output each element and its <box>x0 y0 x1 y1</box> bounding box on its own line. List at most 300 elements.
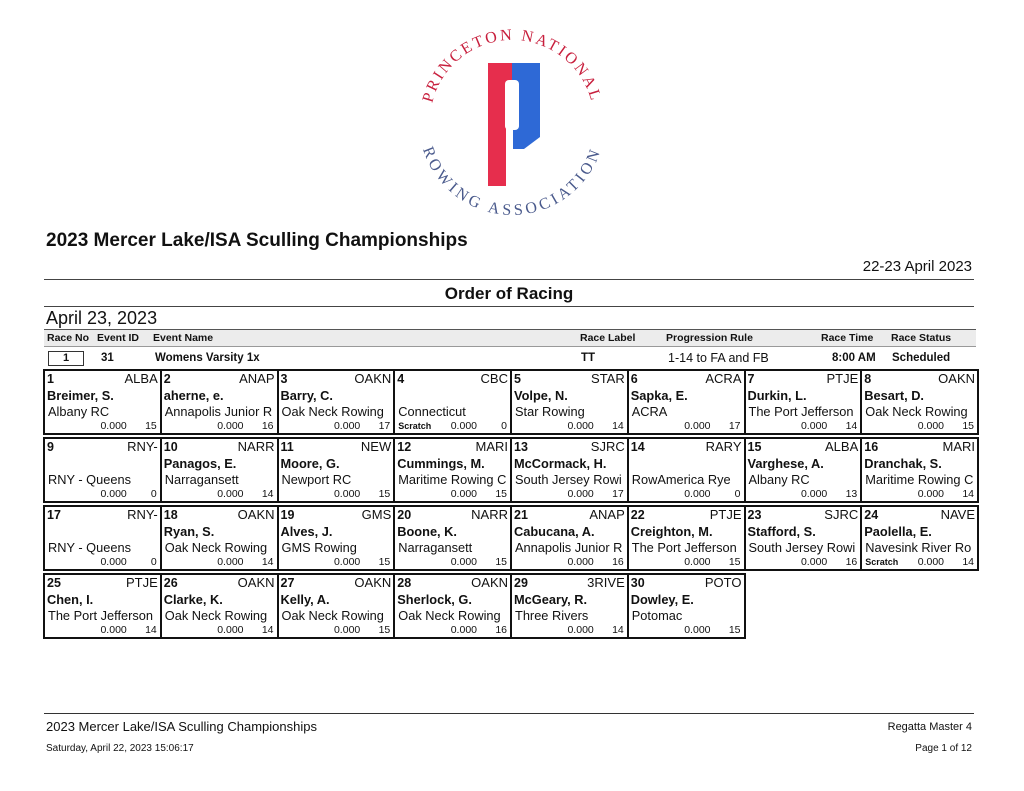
club-name: Narragansett <box>398 540 473 555</box>
club-code: ANAP <box>589 507 625 522</box>
bow-number: 9 <box>47 440 54 454</box>
entry-count: 15 <box>495 488 507 500</box>
club-name: South Jersey Rowi <box>748 540 856 555</box>
club-name: Oak Neck Rowing <box>281 608 384 623</box>
entry-header-line <box>629 575 744 591</box>
bow-number: 4 <box>397 372 405 386</box>
entry-stats-line <box>746 488 861 501</box>
club-code: NEW <box>360 439 392 454</box>
col-header-race-label: Race Label <box>580 332 636 344</box>
race-number: 1 <box>48 351 84 366</box>
sculler-name: Sapka, E. <box>630 388 688 403</box>
seed-time: 0.000 <box>450 420 477 432</box>
entry-header-line <box>862 371 977 387</box>
col-header-progression-rule: Progression Rule <box>666 332 753 344</box>
seed-time: 0.000 <box>333 624 361 636</box>
entry-count: 14 <box>962 556 974 568</box>
bow-number: 30 <box>630 576 645 590</box>
sculler-name: Kelly, A. <box>280 592 330 607</box>
entry-box <box>161 370 278 434</box>
club-code: GMS <box>361 507 392 522</box>
seed-time: 0.000 <box>450 488 477 500</box>
club-name: Albany RC <box>748 472 810 487</box>
entry-stats-line <box>629 488 744 501</box>
sculler-name <box>629 455 744 472</box>
entry-box <box>861 370 978 434</box>
entry-stats-line <box>279 488 394 501</box>
club-code: OAKN <box>354 575 392 590</box>
bow-number: 7 <box>747 372 755 386</box>
club-name: Newport RC <box>281 472 352 487</box>
sculler-name: Varghese, A. <box>747 456 824 471</box>
sculler-name: Alves, J. <box>280 524 333 539</box>
bow-number: 14 <box>630 440 645 454</box>
entry-header-line <box>45 371 160 387</box>
sculler-name: Besart, D. <box>864 388 924 403</box>
club-code: PTJE <box>826 371 859 386</box>
bow-number: 25 <box>47 576 61 590</box>
entry-stats-line <box>629 624 744 637</box>
race-time: 8:00 AM <box>832 352 876 364</box>
software-name: Regatta Master 4 <box>887 721 972 733</box>
col-header-race-no: Race No <box>47 332 90 344</box>
section-title: Order of Racing <box>444 284 574 303</box>
entry-stats-line <box>45 488 160 501</box>
sculler-name: Volpe, N. <box>514 388 568 403</box>
seed-time: 0.000 <box>684 488 711 500</box>
entry-count: 13 <box>845 488 858 500</box>
entry-header-line <box>629 439 744 455</box>
entry-box <box>511 574 628 638</box>
entry-count: 15 <box>378 488 391 500</box>
entry-count: 14 <box>261 556 274 568</box>
seed-time: 0.000 <box>800 556 828 568</box>
bow-number: 15 <box>747 440 762 454</box>
club-code: RNY- <box>127 507 158 522</box>
entry-header-line <box>395 439 510 455</box>
seed-time: 0.000 <box>684 420 711 432</box>
bow-number: 27 <box>280 576 295 590</box>
scratch-flag: Scratch <box>865 557 899 567</box>
sculler-name: Dowley, E. <box>630 592 694 607</box>
seed-time: 0.000 <box>217 488 244 500</box>
club-code: PTJE <box>709 507 742 522</box>
sculler-name <box>45 455 160 472</box>
entry-stats-line <box>279 420 394 433</box>
entry-stats-line <box>395 556 510 569</box>
bow-number: 22 <box>630 508 645 522</box>
club-name: GMS Rowing <box>281 540 357 555</box>
seed-time: 0.000 <box>450 624 477 636</box>
bow-number: 2 <box>163 372 171 386</box>
sculler-name <box>395 387 510 404</box>
seed-time: 0.000 <box>917 488 944 500</box>
regatta-dates: 22-23 April 2023 <box>862 258 972 275</box>
entry-stats-line <box>162 624 277 637</box>
club-code: ALBA <box>825 439 859 454</box>
bow-number: 28 <box>397 576 412 590</box>
logo-top-text: PRINCETON NATIONAL <box>419 26 605 105</box>
entry-count: 0 <box>150 488 157 500</box>
entry-box <box>745 438 862 502</box>
seed-time: 0.000 <box>800 488 828 500</box>
sculler-name: Panagos, E. <box>163 456 237 471</box>
entry-box <box>394 370 511 434</box>
sculler-name: Ryan, S. <box>163 524 215 539</box>
bow-number: 12 <box>397 440 412 454</box>
entry-header-line <box>279 575 394 591</box>
entry-stats-line <box>162 420 277 433</box>
club-code: NARR <box>237 439 275 454</box>
race-label: TT <box>581 352 596 364</box>
entry-count: 15 <box>728 556 741 568</box>
progression-rule: 1-14 to FA and FB <box>668 351 769 365</box>
bow-number: 13 <box>514 440 528 454</box>
entry-box <box>44 370 161 434</box>
club-name: RNY - Queens <box>48 540 131 555</box>
seed-time: 0.000 <box>450 556 477 568</box>
entry-header-line <box>512 507 627 523</box>
entry-count: 15 <box>728 624 741 636</box>
entry-stats-line <box>45 556 160 569</box>
entry-count: 15 <box>145 420 157 432</box>
entry-stats-line <box>395 488 510 501</box>
logo-bottom-text: ROWING ASSOCIATION <box>419 144 605 220</box>
entry-count: 0 <box>501 420 507 432</box>
bow-number: 3 <box>280 372 288 386</box>
club-name: RNY - Queens <box>48 472 131 487</box>
bow-number: 19 <box>280 508 295 522</box>
entry-box <box>511 370 628 434</box>
entry-count: 14 <box>145 624 157 636</box>
entry-stats-line <box>862 488 977 501</box>
club-code: SJRC <box>824 507 859 522</box>
entry-count: 17 <box>728 420 741 432</box>
club-code: MARI <box>942 439 975 454</box>
entry-box <box>628 574 745 638</box>
entry-box <box>44 438 161 502</box>
entry-box <box>394 506 511 570</box>
bow-number: 1 <box>47 372 54 386</box>
scratch-flag: Scratch <box>398 421 432 431</box>
entry-stats-line <box>629 556 744 569</box>
bow-number: 18 <box>163 508 178 522</box>
club-code: RARY <box>705 439 742 454</box>
entry-count: 14 <box>261 488 274 500</box>
entry-stats-line <box>395 420 510 433</box>
seed-time: 0.000 <box>217 556 244 568</box>
entry-header-line <box>162 575 277 591</box>
entry-header-line <box>395 371 510 387</box>
entry-header-line <box>162 439 277 455</box>
sculler-name: Chen, I. <box>47 592 94 607</box>
club-code: OAKN <box>471 575 508 590</box>
race-row <box>44 348 976 369</box>
entry-count: 16 <box>845 556 858 568</box>
entry-box <box>44 506 161 570</box>
sculler-name: McGeary, R. <box>514 592 588 607</box>
entry-stats-line <box>45 420 160 433</box>
club-code: ALBA <box>124 371 158 386</box>
club-name: Oak Neck Rowing <box>281 404 384 419</box>
entry-box <box>161 574 278 638</box>
seed-time: 0.000 <box>567 488 594 500</box>
club-name: The Port Jefferson <box>631 540 737 555</box>
entry-box <box>628 370 745 434</box>
club-name: Annapolis Junior R <box>515 540 623 555</box>
entry-header-line <box>746 439 861 455</box>
club-name: Navesink River Ro <box>865 540 972 555</box>
page-number: Page 1 of 12 <box>915 743 972 754</box>
entry-box <box>161 438 278 502</box>
seed-time: 0.000 <box>684 624 711 636</box>
sculler-name: Stafford, S. <box>747 524 816 539</box>
seed-time: 0.000 <box>333 556 361 568</box>
entry-count: 17 <box>378 420 391 432</box>
entry-box <box>745 506 862 570</box>
club-code: 3RIVE <box>587 575 625 590</box>
entry-box <box>394 574 511 638</box>
entry-stats-line <box>279 556 394 569</box>
entry-header-line <box>45 507 160 523</box>
sculler-name: Moore, G. <box>280 456 340 471</box>
bow-number: 21 <box>514 508 528 522</box>
entry-header-line <box>629 371 744 387</box>
sculler-name: Barry, C. <box>280 388 333 403</box>
bow-number: 8 <box>864 372 872 386</box>
entry-stats-line <box>512 624 627 637</box>
entry-count: 14 <box>612 624 624 636</box>
bow-number: 29 <box>514 576 528 590</box>
sculler-name: Cummings, M. <box>397 456 485 471</box>
club-code: SJRC <box>590 439 625 454</box>
sculler-name: Paolella, E. <box>864 524 932 539</box>
seed-time: 0.000 <box>100 624 127 636</box>
entry-header-line <box>45 575 160 591</box>
seed-time: 0.000 <box>100 420 127 432</box>
column-header-row <box>44 329 976 347</box>
entry-header-line <box>279 371 394 387</box>
entry-header-line <box>862 507 977 523</box>
event-name: Womens Varsity 1x <box>155 352 260 364</box>
entry-box <box>861 506 978 570</box>
club-name: RowAmerica Rye <box>631 472 731 487</box>
sculler-name: Sherlock, G. <box>397 592 472 607</box>
entry-header-line <box>162 371 277 387</box>
seed-time: 0.000 <box>217 624 244 636</box>
entry-box <box>44 574 161 638</box>
divider <box>44 306 974 307</box>
entry-header-line <box>279 439 394 455</box>
seed-time: 0.000 <box>917 420 944 432</box>
bow-number: 17 <box>47 508 61 522</box>
entry-stats-line <box>162 488 277 501</box>
club-name: Maritime Rowing C <box>398 472 507 487</box>
entry-count: 15 <box>962 420 974 432</box>
entry-stats-line <box>512 420 627 433</box>
sculler-name: Creighton, M. <box>630 524 713 539</box>
bow-number: 24 <box>864 508 879 522</box>
sculler-name: Durkin, L. <box>747 388 807 403</box>
club-code: OAKN <box>237 575 275 590</box>
seed-time: 0.000 <box>567 624 594 636</box>
bow-number: 20 <box>397 508 412 522</box>
entry-box <box>628 506 745 570</box>
club-name: The Port Jefferson <box>48 608 154 623</box>
club-code: NARR <box>471 507 508 522</box>
print-timestamp: Saturday, April 22, 2023 15:06:17 <box>46 743 194 754</box>
seed-time: 0.000 <box>333 420 361 432</box>
entry-box <box>628 438 745 502</box>
entry-box <box>511 438 628 502</box>
entry-box <box>161 506 278 570</box>
entry-stats-line <box>862 556 977 569</box>
entry-count: 0 <box>150 556 157 568</box>
seed-time: 0.000 <box>100 556 127 568</box>
seed-time: 0.000 <box>333 488 361 500</box>
entry-header-line <box>279 507 394 523</box>
entry-box <box>278 506 395 570</box>
entry-stats-line <box>746 556 861 569</box>
entry-header-line <box>629 507 744 523</box>
entry-header-line <box>395 575 510 591</box>
bow-number: 23 <box>747 508 762 522</box>
club-name: Oak Neck Rowing <box>164 540 268 555</box>
entry-box <box>861 438 978 502</box>
entry-stats-line <box>746 420 861 433</box>
divider <box>44 279 974 280</box>
pnra-logo <box>412 25 612 225</box>
entry-header-line <box>162 507 277 523</box>
entry-box <box>394 438 511 502</box>
entry-header-line <box>512 439 627 455</box>
entry-stats-line <box>395 624 510 637</box>
entries-grid <box>44 370 978 638</box>
seed-time: 0.000 <box>917 556 944 568</box>
col-header-event-name: Event Name <box>153 332 214 344</box>
entry-stats-line <box>512 556 627 569</box>
club-name: ACRA <box>631 404 668 419</box>
sculler-name: Breimer, S. <box>47 388 114 403</box>
entry-count: 14 <box>612 420 624 432</box>
club-name: The Port Jefferson <box>748 404 854 419</box>
bow-number: 26 <box>163 576 178 590</box>
entry-stats-line <box>45 624 160 637</box>
sculler-name: aherne, e. <box>163 388 224 403</box>
entry-count: 17 <box>612 488 624 500</box>
document-title: 2023 Mercer Lake/ISA Sculling Championships <box>46 230 468 251</box>
entry-count: 15 <box>378 556 391 568</box>
seed-time: 0.000 <box>100 488 127 500</box>
club-code: NAVE <box>940 507 975 522</box>
sculler-name: Cabucana, A. <box>514 524 595 539</box>
entry-count: 14 <box>845 420 858 432</box>
race-status: Scheduled <box>892 352 951 364</box>
club-code: CBC <box>480 371 508 386</box>
entry-header-line <box>746 507 861 523</box>
entry-stats-line <box>629 420 744 433</box>
logo-oar-shaft <box>506 125 513 188</box>
club-name: Narragansett <box>164 472 239 487</box>
club-code: RNY- <box>127 439 158 454</box>
entry-stats-line <box>279 624 394 637</box>
sculler-name: Dranchak, S. <box>864 456 942 471</box>
entry-box <box>511 506 628 570</box>
entry-stats-line <box>862 420 977 433</box>
sculler-name <box>45 523 160 540</box>
entry-box <box>278 438 395 502</box>
col-header-event-id: Event ID <box>97 332 140 344</box>
footer-title: 2023 Mercer Lake/ISA Sculling Championships <box>46 719 317 734</box>
entry-header-line <box>512 575 627 591</box>
entry-box <box>278 574 395 638</box>
entry-count: 15 <box>495 556 507 568</box>
club-name: Maritime Rowing C <box>865 472 974 487</box>
entry-header-line <box>746 371 861 387</box>
bow-number: 6 <box>630 372 638 386</box>
club-code: OAKN <box>938 371 975 386</box>
club-name: Annapolis Junior R <box>164 404 273 419</box>
col-header-race-status: Race Status <box>891 332 952 344</box>
entry-count: 14 <box>261 624 274 636</box>
club-name: Albany RC <box>48 404 110 419</box>
entry-stats-line <box>162 556 277 569</box>
club-code: ACRA <box>705 371 742 386</box>
footer-divider <box>44 713 974 714</box>
entry-count: 16 <box>495 624 507 636</box>
seed-time: 0.000 <box>567 556 594 568</box>
club-code: POTO <box>704 575 742 590</box>
seed-time: 0.000 <box>800 420 828 432</box>
entry-count: 0 <box>734 488 741 500</box>
entry-header-line <box>45 439 160 455</box>
bow-number: 10 <box>163 440 178 454</box>
entry-stats-line <box>512 488 627 501</box>
entry-count: 16 <box>261 420 274 432</box>
entry-box <box>278 370 395 434</box>
club-name: Star Rowing <box>515 404 585 419</box>
club-name: South Jersey Rowi <box>515 472 622 487</box>
bow-number: 16 <box>864 440 879 454</box>
logo-oar-blade <box>505 80 519 130</box>
entry-count: 15 <box>378 624 391 636</box>
entry-header-line <box>862 439 977 455</box>
sculler-name: McCormack, H. <box>514 456 607 471</box>
entry-count: 14 <box>962 488 974 500</box>
event-id: 31 <box>101 352 114 364</box>
entry-header-line <box>395 507 510 523</box>
club-name: Connecticut <box>398 404 466 419</box>
club-name: Oak Neck Rowing <box>164 608 268 623</box>
bow-number: 11 <box>280 440 294 454</box>
club-name: Oak Neck Rowing <box>865 404 968 419</box>
club-name: Potomac <box>631 608 683 623</box>
club-code: ANAP <box>239 371 275 386</box>
club-code: OAKN <box>237 507 275 522</box>
race-day: April 23, 2023 <box>46 308 158 328</box>
seed-time: 0.000 <box>567 420 594 432</box>
sculler-name: Clarke, K. <box>163 592 223 607</box>
entry-count: 16 <box>612 556 624 568</box>
col-header-race-time: Race Time <box>821 332 874 344</box>
entry-box <box>745 370 862 434</box>
club-code: MARI <box>475 439 508 454</box>
seed-time: 0.000 <box>217 420 244 432</box>
entry-header-line <box>512 371 627 387</box>
club-name: Oak Neck Rowing <box>398 608 501 623</box>
club-code: PTJE <box>125 575 158 590</box>
club-name: Three Rivers <box>515 608 589 623</box>
